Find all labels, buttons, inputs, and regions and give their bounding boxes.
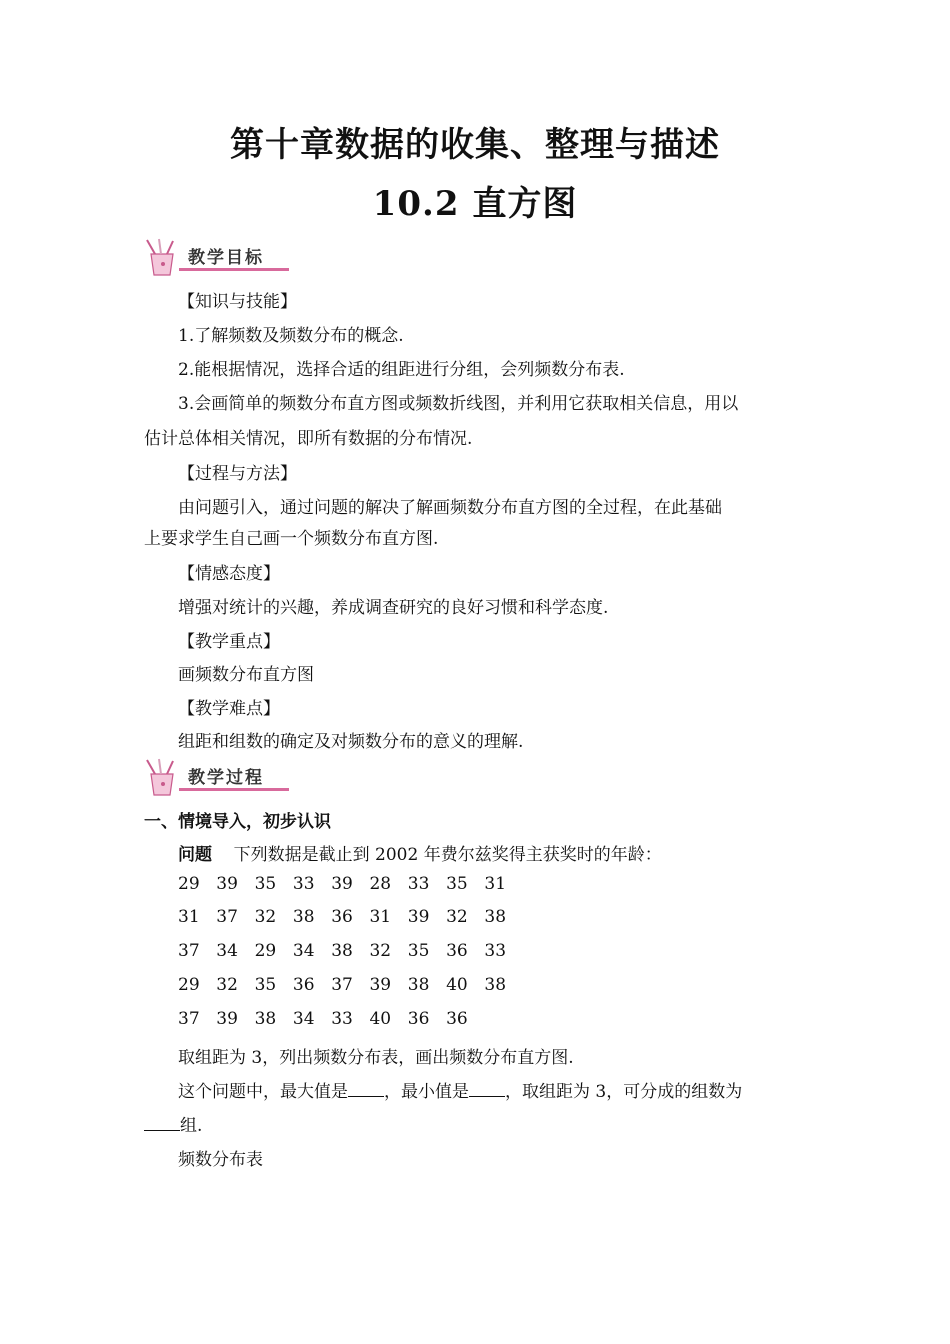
knowledge-item-1: 1.了解频数及频数分布的概念.	[178, 326, 404, 346]
badge-underline	[179, 268, 289, 271]
process-method-heading: 【过程与方法】	[178, 464, 297, 484]
data-value: 29	[254, 941, 277, 961]
data-value: 33	[331, 1009, 353, 1029]
data-value: 38	[484, 907, 507, 927]
data-value: 31	[178, 907, 200, 927]
data-row	[178, 1009, 484, 1029]
data-value: 29	[178, 975, 200, 995]
problem-label: 问题	[178, 845, 212, 865]
emotion-heading: 【情感态度】	[178, 564, 280, 584]
data-value: 37	[331, 975, 353, 995]
process-method-line-2: 上要求学生自己画一个频数分布直方图.	[144, 529, 439, 549]
data-value: 37	[178, 941, 200, 961]
process-badge	[143, 758, 293, 794]
data-value: 32	[369, 941, 392, 961]
process-badge-label: 教学过程	[188, 768, 264, 788]
data-value: 40	[446, 975, 468, 995]
data-value: 33	[407, 874, 430, 894]
data-value: 35	[446, 874, 468, 894]
data-value: 35	[407, 941, 430, 961]
objectives-badge-label: 教学目标	[188, 248, 264, 268]
objectives-badge	[143, 238, 293, 274]
data-value: 39	[216, 1009, 238, 1029]
data-value: 36	[407, 1009, 430, 1029]
process-method-line-1: 由问题引入，通过问题的解决了解画频数分布直方图的全过程，在此基础	[178, 498, 722, 518]
answer-blank-min[interactable]	[469, 1082, 505, 1097]
data-row	[178, 907, 523, 927]
question-text: 组.	[180, 1116, 203, 1136]
chapter-title: 第十章数据的收集、整理与描述	[230, 125, 720, 165]
data-value: 37	[216, 907, 238, 927]
key-point-heading: 【教学重点】	[178, 632, 280, 652]
data-value: 39	[331, 874, 353, 894]
data-value: 38	[254, 1009, 277, 1029]
data-value: 34	[292, 941, 315, 961]
data-value: 32	[216, 975, 238, 995]
data-value: 38	[484, 975, 507, 995]
part-1-heading: 一、情境导入，初步认识	[144, 812, 331, 832]
difficult-point-heading: 【教学难点】	[178, 699, 280, 719]
question-text: 这个问题中，最大值是	[178, 1082, 348, 1102]
data-value: 38	[292, 907, 315, 927]
pencil-cup-icon	[143, 238, 187, 278]
data-value: 36	[446, 941, 468, 961]
knowledge-item-3-line-1: 3.会画简单的频数分布直方图或频数折线图，并利用它获取相关信息，用以	[178, 394, 739, 414]
problem-text: 下列数据是截止到 2002 年费尔兹奖得主获奖时的年龄：	[233, 845, 662, 865]
data-value: 39	[216, 874, 238, 894]
data-value: 29	[178, 874, 200, 894]
data-value: 38	[407, 975, 430, 995]
question-line-1	[178, 1077, 742, 1102]
data-value: 35	[254, 874, 277, 894]
data-value: 32	[254, 907, 277, 927]
data-row	[178, 975, 523, 995]
data-value: 31	[369, 907, 392, 927]
data-value: 40	[369, 1009, 392, 1029]
answer-blank-groups[interactable]	[144, 1116, 180, 1131]
difficult-point-text: 组距和组数的确定及对频数分布的意义的理解.	[178, 732, 524, 752]
data-value: 36	[331, 907, 353, 927]
question-text: ，取组距为 3，可分成的组数为	[505, 1082, 743, 1102]
question-text: ，最小值是	[384, 1082, 469, 1102]
emotion-text: 增强对统计的兴趣，养成调查研究的良好习惯和科学态度.	[178, 598, 609, 618]
knowledge-item-3-line-2: 估计总体相关情况，即所有数据的分布情况.	[144, 429, 473, 449]
data-value: 32	[446, 907, 468, 927]
data-value: 34	[292, 1009, 315, 1029]
data-value: 39	[369, 975, 392, 995]
task-text: 取组距为 3，列出频数分布表，画出频数分布直方图.	[178, 1048, 574, 1068]
data-value: 37	[178, 1009, 200, 1029]
data-value: 33	[292, 874, 315, 894]
question-line-2	[144, 1111, 202, 1136]
knowledge-item-2: 2.能根据情况，选择合适的组距进行分组，会列频数分布表.	[178, 360, 625, 380]
section-title: 10.2 直方图	[372, 184, 578, 224]
data-value: 36	[446, 1009, 468, 1029]
data-value: 36	[292, 975, 315, 995]
table-caption: 频数分布表	[178, 1150, 263, 1170]
key-point-text: 画频数分布直方图	[178, 665, 314, 685]
problem-statement	[178, 840, 662, 865]
knowledge-heading: 【知识与技能】	[178, 292, 297, 312]
data-value: 35	[254, 975, 277, 995]
pencil-cup-icon	[143, 758, 187, 798]
data-value: 28	[369, 874, 392, 894]
data-value: 39	[407, 907, 430, 927]
badge-underline	[179, 788, 289, 791]
data-row	[178, 874, 523, 894]
data-value: 33	[484, 941, 507, 961]
data-row	[178, 941, 523, 961]
data-value: 31	[484, 874, 507, 894]
answer-blank-max[interactable]	[348, 1082, 384, 1097]
data-value: 38	[331, 941, 353, 961]
data-value: 34	[216, 941, 238, 961]
